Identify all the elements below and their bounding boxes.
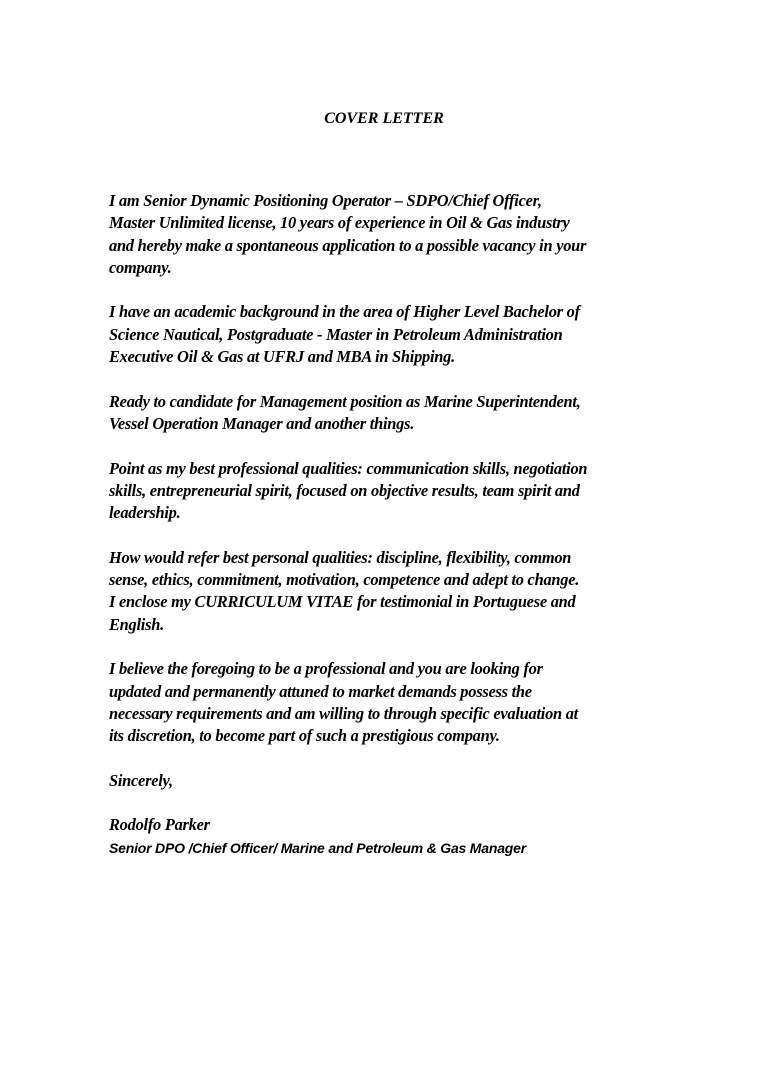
paragraph-line: Master Unlimited license, 10 years of experience in Oil & Gas industry (109, 213, 570, 233)
paragraph-line: company. (109, 257, 172, 277)
signature-block (109, 814, 669, 859)
paragraph-line: I believe the foregoing to be a professional and you are looking for (109, 659, 543, 679)
closing-salutation: Sincerely, (109, 770, 173, 790)
signature-title: Senior DPO /Chief Officer/ Marine and Petroleum & Gas Manager (109, 839, 526, 856)
paragraph-line: Vessel Operation Manager and another things. (109, 413, 415, 433)
paragraph-line: Executive Oil & Gas at UFRJ and MBA in Shipping. (109, 347, 455, 367)
paragraph-line: necessary requirements and am willing to through specific evaluation at (109, 703, 578, 723)
paragraph-line: Ready to candidate for Management position as Marine Superintendent, (109, 391, 581, 411)
paragraph-line: leadership. (109, 503, 181, 523)
paragraph-line: I enclose my CURRICULUM VITAE for testimonial in Portuguese and (109, 592, 576, 612)
paragraph-line: updated and permanently attuned to market demands possess the (109, 681, 532, 701)
paragraph-line: its discretion, to become part of such a prestigious company. (109, 726, 500, 746)
paragraph-target-position (109, 391, 669, 436)
paragraph-line: sense, ethics, commitment, motivation, competence and adept to change. (109, 570, 580, 590)
paragraph-line: and hereby make a spontaneous application to a possible vacancy in your (109, 235, 587, 255)
letter-body (109, 190, 669, 859)
paragraph-line: How would refer best personal qualities: discipline, flexibility, common (109, 547, 572, 567)
paragraph-line: skills, entrepreneurial spirit, focused on objective results, team spirit and (109, 480, 580, 500)
paragraph-personal-qualities (109, 547, 669, 636)
paragraph-conclusion (109, 658, 669, 747)
paragraph-line: Point as my best professional qualities: communication skills, negotiation (109, 458, 588, 478)
paragraph-line: I have an academic background in the area of Higher Level Bachelor of (109, 302, 580, 322)
paragraph-introduction (109, 190, 669, 279)
paragraph-line: English. (109, 614, 164, 634)
paragraph-line: Science Nautical, Postgraduate - Master in Petroleum Administration (109, 324, 563, 344)
paragraph-line: I am Senior Dynamic Positioning Operator – SDPO/Chief Officer, (109, 191, 542, 210)
signature-name: Rodolfo Parker (109, 815, 210, 835)
paragraph-education (109, 301, 669, 368)
letter-title: COVER LETTER (324, 110, 444, 127)
paragraph-professional-qualities (109, 458, 669, 525)
closing-block (109, 770, 669, 792)
